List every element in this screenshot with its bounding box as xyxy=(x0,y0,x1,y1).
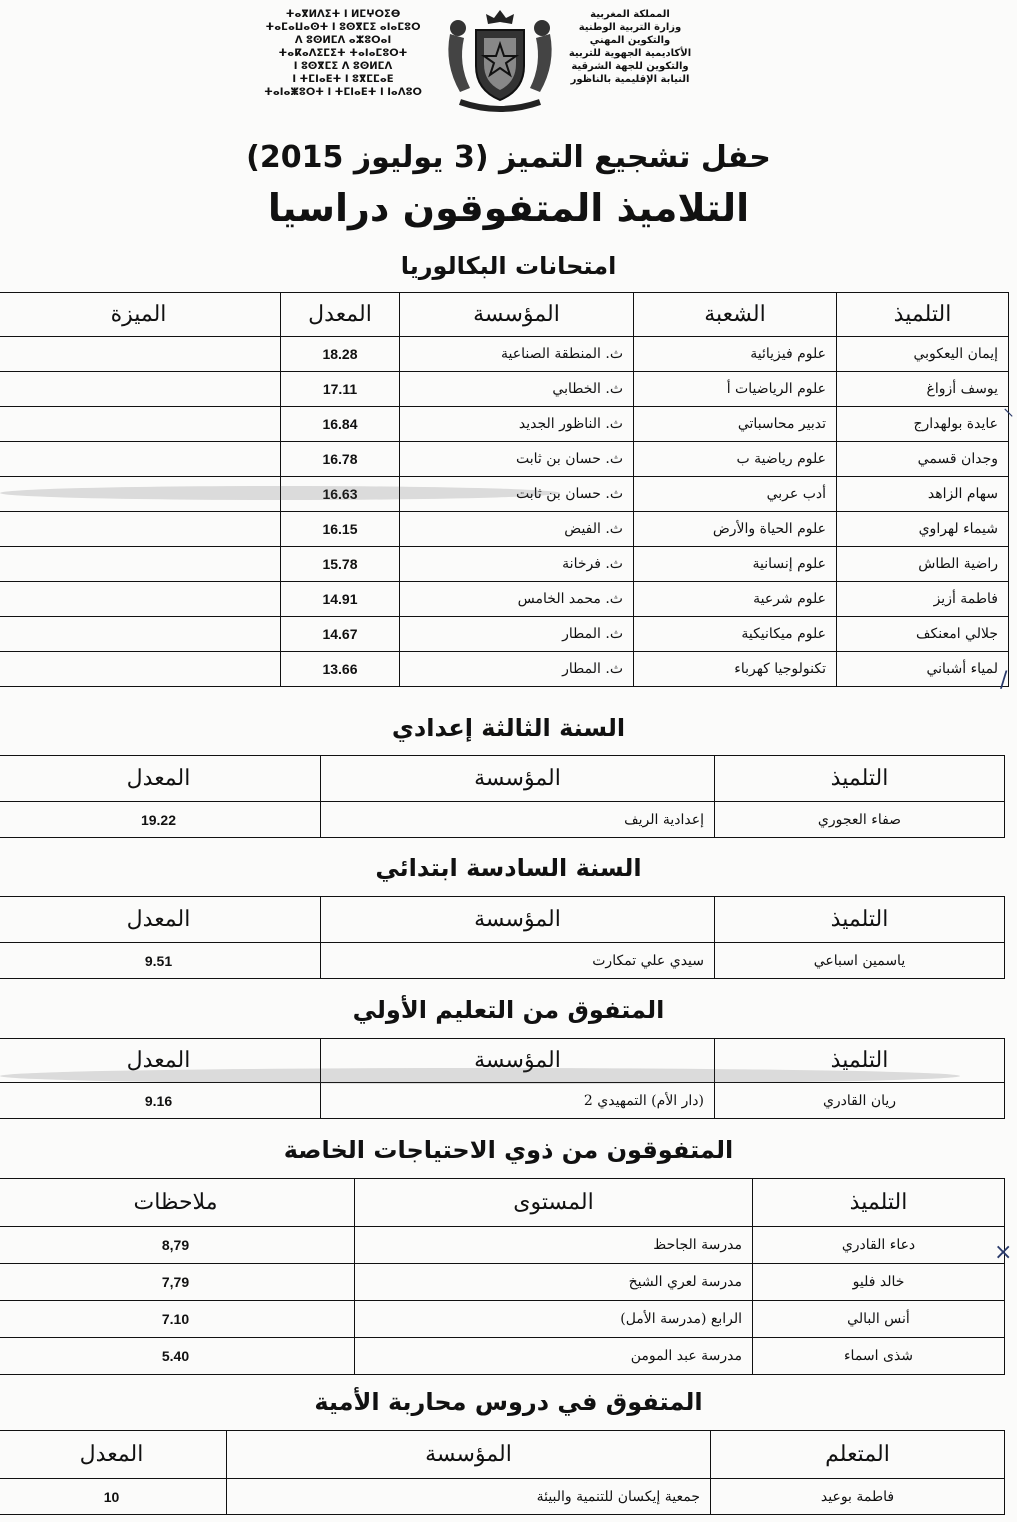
header-arabic-block xyxy=(560,8,700,86)
literacy-table xyxy=(0,1430,1005,1515)
average: 13.66 xyxy=(281,652,400,687)
header-tifinagh-line: ⴷ ⵓⵙⵍⵎⴷ ⴰⵣⵓⵔⴰⵏ xyxy=(294,35,392,46)
table-header-row xyxy=(0,1431,1005,1479)
average: 16.84 xyxy=(281,407,400,442)
middle-table xyxy=(0,755,1005,838)
school: ث. حسان بن ثابت xyxy=(400,442,634,477)
distinction xyxy=(0,372,281,407)
table-row xyxy=(0,617,1009,652)
average: 14.67 xyxy=(281,617,400,652)
table-row xyxy=(0,407,1009,442)
student-name: جلالي امعنكف xyxy=(837,617,1009,652)
student-name: لمياء أشباني xyxy=(837,652,1009,687)
school: إعدادية الريف xyxy=(321,802,715,838)
branch: علوم إنسانية xyxy=(634,547,837,582)
average: 9.16 xyxy=(0,1083,321,1119)
column-header: المؤسسة xyxy=(227,1431,711,1479)
primary-table xyxy=(0,896,1005,979)
table-row xyxy=(0,943,1005,979)
average: 16.78 xyxy=(281,442,400,477)
table-row xyxy=(0,802,1005,838)
level: مدرسة الجاحظ xyxy=(355,1227,753,1264)
table-row xyxy=(0,582,1009,617)
distinction xyxy=(0,582,281,617)
student-name: فاطمة أزيز xyxy=(837,582,1009,617)
pen-mark-icon: × xyxy=(994,1240,1013,1265)
distinction xyxy=(0,617,281,652)
table-header-row xyxy=(0,897,1005,943)
column-header: الشعبة xyxy=(634,293,837,337)
special-table xyxy=(0,1178,1005,1375)
coat-of-arms-emblem xyxy=(440,4,560,116)
table-header-row xyxy=(0,1179,1005,1227)
column-header: ملاحظات xyxy=(0,1179,355,1227)
scan-fold-smudge xyxy=(0,1068,960,1084)
page-title: التلاميذ المتفوقون دراسيا xyxy=(267,186,750,230)
pen-mark-icon: ⸝ xyxy=(1003,396,1015,421)
student-name: دعاء القادري xyxy=(753,1227,1005,1264)
bac-section-title: امتحانات البكالوريا xyxy=(400,252,617,280)
column-header: المعدل xyxy=(0,1039,321,1083)
column-header: المعدل xyxy=(281,293,400,337)
average: 17.11 xyxy=(281,372,400,407)
student-name: أنس البالي xyxy=(753,1301,1005,1338)
header-tifinagh-line: ⵜⴰⴳⵍⴷⵉⵜ ⵏ ⵍⵎⵖⵔⵉⴱ xyxy=(285,9,401,20)
table-header-row xyxy=(0,293,1009,337)
branch: علوم شرعية xyxy=(634,582,837,617)
column-header: التلميذ xyxy=(715,1039,1005,1083)
student-name: راضية الطاش xyxy=(837,547,1009,582)
level: مدرسة لعري الشيخ xyxy=(355,1264,753,1301)
column-header: الميزة xyxy=(0,293,281,337)
average: 10 xyxy=(0,1479,227,1515)
table-row xyxy=(0,1083,1005,1119)
column-header: المعدل xyxy=(0,756,321,802)
column-header: المعدل xyxy=(0,897,321,943)
scan-fold-smudge xyxy=(0,486,560,500)
school: ث. المطار xyxy=(400,617,634,652)
note: 7,79 xyxy=(0,1264,355,1301)
branch: علوم رياضية ب xyxy=(634,442,837,477)
branch: أدب عربي xyxy=(634,477,837,512)
school: ث. فرخانة xyxy=(400,547,634,582)
header-arabic-line: النيابة الإقليمية بالناظور xyxy=(570,74,690,85)
table-row xyxy=(0,512,1009,547)
branch: تدبير محاسباتي xyxy=(634,407,837,442)
average: 9.51 xyxy=(0,943,321,979)
table-row xyxy=(0,372,1009,407)
header-tifinagh-line: ⵏ ⵓⵙⴳⵎⵉ ⴷ ⵓⵙⵍⵎⴷ xyxy=(293,61,393,72)
branch: علوم الحياة والأرض xyxy=(634,512,837,547)
school: ث. المطار xyxy=(400,652,634,687)
column-header: المعدل xyxy=(0,1431,227,1479)
column-header: المؤسسة xyxy=(321,756,715,802)
primary-section-title: السنة السادسة ابتدائي xyxy=(375,854,642,882)
school: ث. حسان بن ثابت xyxy=(400,477,634,512)
school: جمعية إيكسان للتنمية والبيئة xyxy=(227,1479,711,1515)
note: 7.10 xyxy=(0,1301,355,1338)
column-header: التلميذ xyxy=(753,1179,1005,1227)
header-arabic-line: والتكوين المهني xyxy=(589,35,671,46)
average: 15.78 xyxy=(281,547,400,582)
header-arabic-line: والتكوين للجهة الشرقية xyxy=(571,61,689,72)
student-name: صفاء العجوري xyxy=(715,802,1005,838)
school: (دار الأم) التمهيدي 2 xyxy=(321,1083,715,1119)
table-row xyxy=(0,1338,1005,1375)
table-row xyxy=(0,1479,1005,1515)
header-tifinagh-line: ⵜⴰⴽⴰⴷⵉⵎⵉⵜ ⵜⴰⵏⴰⵎⵓⵔⵜ xyxy=(278,48,408,59)
column-header: التلميذ xyxy=(837,293,1009,337)
school: ث. الخطابي xyxy=(400,372,634,407)
table-row xyxy=(0,1301,1005,1338)
table-row xyxy=(0,442,1009,477)
pen-mark-icon: / xyxy=(1000,668,1008,693)
note: 5.40 xyxy=(0,1338,355,1375)
student-name: سهام الزاهد xyxy=(837,477,1009,512)
distinction xyxy=(0,442,281,477)
average: 16.63 xyxy=(281,477,400,512)
literacy-section-title: المتفوق في دروس محاربة الأمية xyxy=(314,1388,703,1416)
student-name: عايدة بولهدارج xyxy=(837,407,1009,442)
student-name: إيمان اليعكوبي xyxy=(837,337,1009,372)
school: ث. محمد الخامس xyxy=(400,582,634,617)
note: 8,79 xyxy=(0,1227,355,1264)
student-name: وجدان قسمي xyxy=(837,442,1009,477)
header-arabic-line: المملكة المغربية xyxy=(590,9,670,20)
column-header: التلميذ xyxy=(715,756,1005,802)
column-header: المتعلم xyxy=(711,1431,1005,1479)
header-arabic-line: الأكاديمية الجهوية للتربية xyxy=(568,48,692,59)
header-tifinagh-block xyxy=(258,8,428,99)
column-header: المؤسسة xyxy=(400,293,634,337)
school: سيدي علي تمكارت xyxy=(321,943,715,979)
student-name: خالد فليو xyxy=(753,1264,1005,1301)
student-name: يوسف أزواغ xyxy=(837,372,1009,407)
student-name: فاطمة بوعيد xyxy=(711,1479,1005,1515)
table-row xyxy=(0,1227,1005,1264)
average: 18.28 xyxy=(281,337,400,372)
middle-section-title: السنة الثالثة إعدادي xyxy=(391,714,626,742)
table-row xyxy=(0,652,1009,687)
student-name: شذى اسماء xyxy=(753,1338,1005,1375)
column-header: المؤسسة xyxy=(321,1039,715,1083)
distinction xyxy=(0,337,281,372)
level: مدرسة عبد المومن xyxy=(355,1338,753,1375)
student-name: ياسمين اسباعي xyxy=(715,943,1005,979)
branch: علوم ميكانيكية xyxy=(634,617,837,652)
student-name: ريان القادري xyxy=(715,1083,1005,1119)
average: 19.22 xyxy=(0,802,321,838)
branch: علوم فيزيائية xyxy=(634,337,837,372)
column-header: المستوى xyxy=(355,1179,753,1227)
table-header-row xyxy=(0,756,1005,802)
header-tifinagh-line: ⵏ ⵜⵎⵏⴰⴹⵜ ⵏ ⵓⴳⵎⵎⴰⴹ xyxy=(292,74,394,85)
student-name: شيماء لهراوي xyxy=(837,512,1009,547)
average: 16.15 xyxy=(281,512,400,547)
header-arabic-line: وزارة التربية الوطنية xyxy=(578,22,682,33)
branch: تكنولوجيا كهرباء xyxy=(634,652,837,687)
column-header: التلميذ xyxy=(715,897,1005,943)
header-tifinagh-line: ⵜⴰⵎⴰⵡⴰⵙⵜ ⵏ ⵓⵙⴳⵎⵉ ⴰⵏⴰⵎⵓⵔ xyxy=(265,22,421,33)
branch: علوم الرياضيات أ xyxy=(634,372,837,407)
school: ث. الناظور الجديد xyxy=(400,407,634,442)
header-tifinagh-line: ⵜⴰⵏⴰⵥⵓⵔⵜ ⵏ ⵜⵎⵏⴰⴹⵜ ⵏ ⵏⴰⴷⵓⵔ xyxy=(264,87,422,98)
table-row xyxy=(0,337,1009,372)
table-row xyxy=(0,1264,1005,1301)
column-header: المؤسسة xyxy=(321,897,715,943)
level: الرابع (مدرسة الأمل) xyxy=(355,1301,753,1338)
school: ث. المنطقة الصناعية xyxy=(400,337,634,372)
table-row xyxy=(0,547,1009,582)
distinction xyxy=(0,512,281,547)
average: 14.91 xyxy=(281,582,400,617)
distinction xyxy=(0,652,281,687)
distinction xyxy=(0,407,281,442)
special-section-title: المتفوقون من ذوي الاحتياجات الخاصة xyxy=(283,1136,734,1164)
preschool-section-title: المتفوق من التعليم الأولي xyxy=(352,996,665,1024)
school: ث. الفيض xyxy=(400,512,634,547)
ceremony-title: حفل تشجيع التميز (3 يوليوز 2015) xyxy=(246,140,771,175)
distinction xyxy=(0,547,281,582)
